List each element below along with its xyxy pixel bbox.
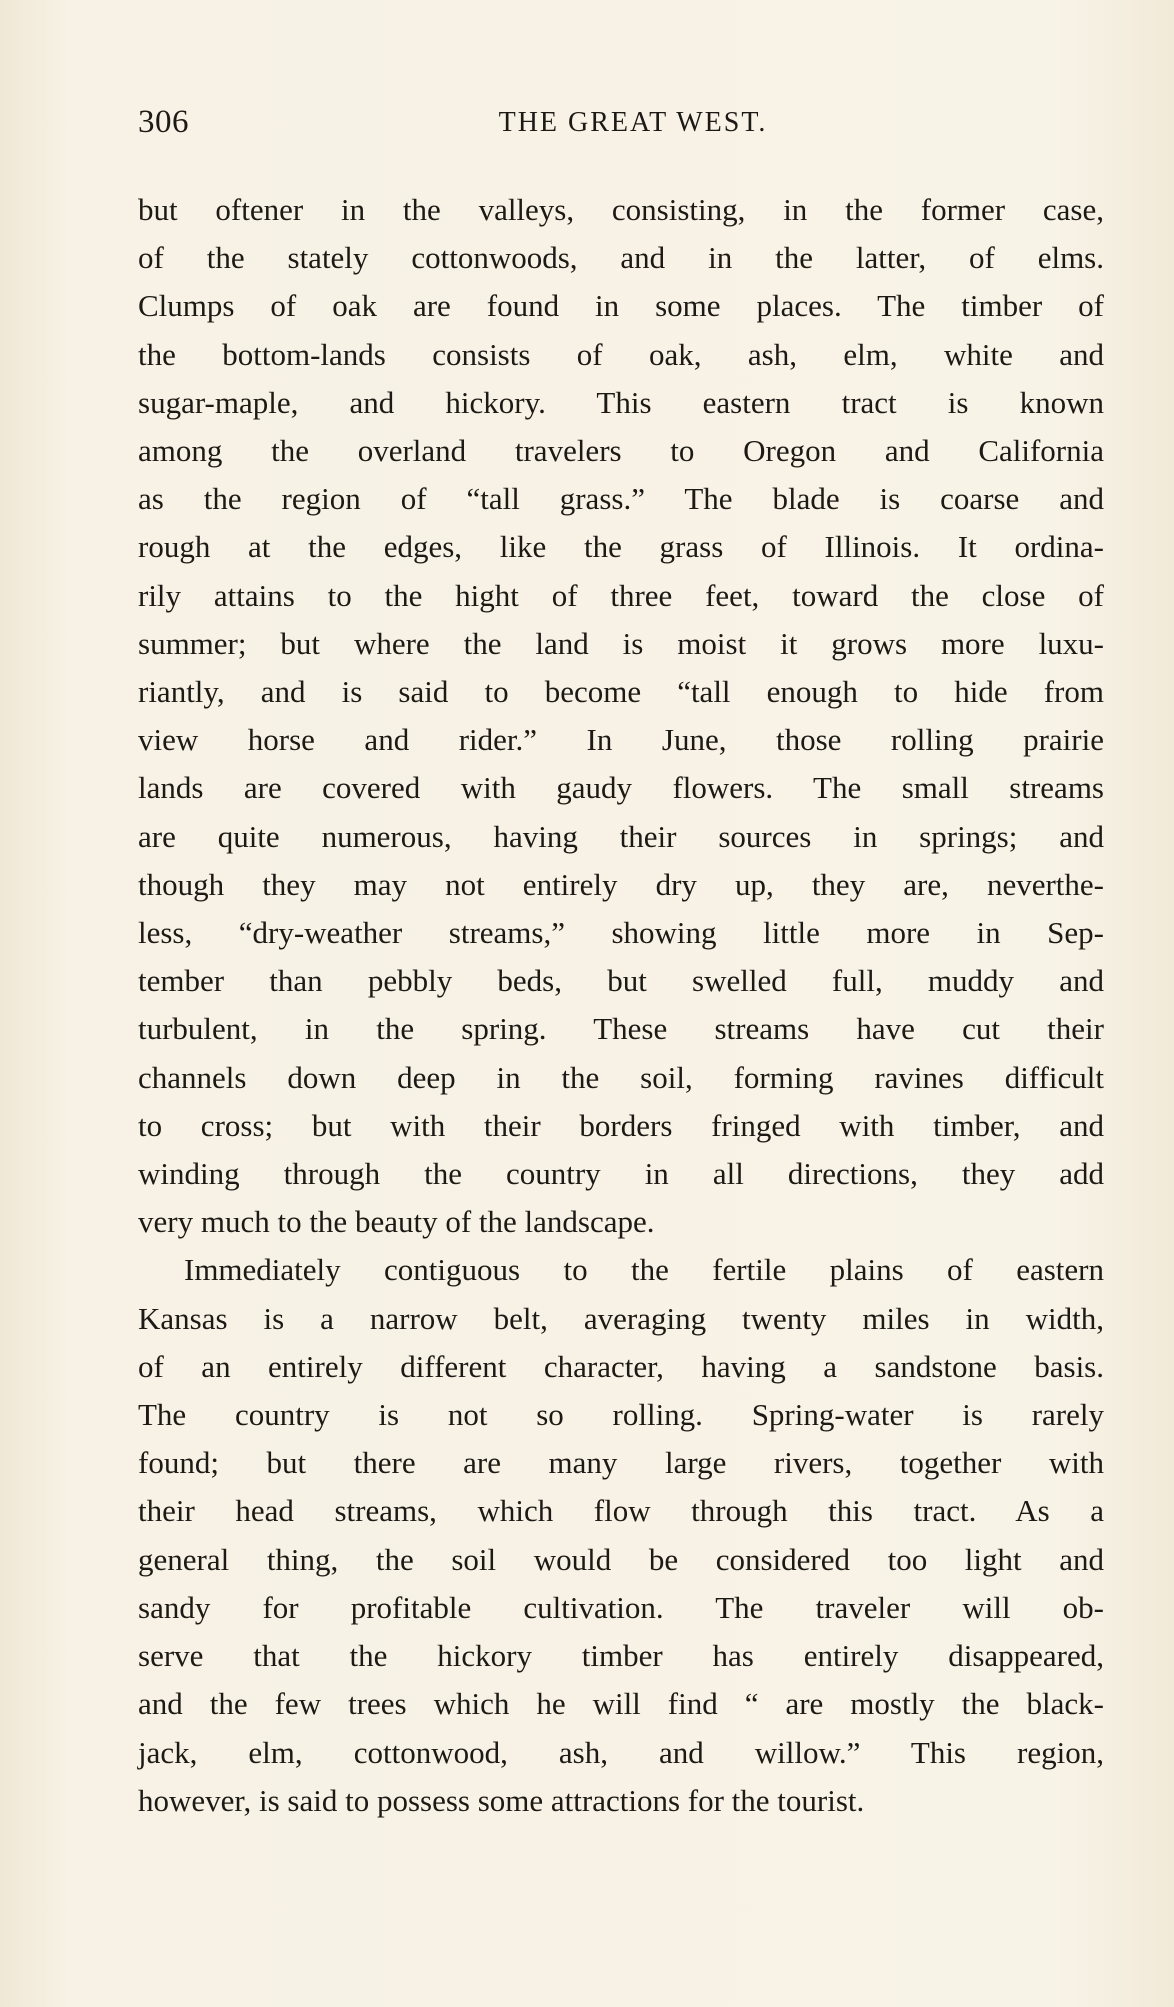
- text-line: Clumps of oak are found in some places. The timber of: [138, 288, 1104, 324]
- text-line: general thing, the soil would be considered too light and: [138, 1541, 1104, 1577]
- text-line: view horse and rider.” In June, those rolling prairie: [138, 722, 1104, 758]
- text-line: sandy for profitable cultivation. The traveler will ob-: [138, 1589, 1104, 1625]
- text-line: channels down deep in the soil, forming ravines difficult: [138, 1059, 1104, 1095]
- running-head: THE GREAT WEST.: [498, 107, 768, 138]
- paragraph-1: [138, 186, 1104, 1246]
- text-line: found; but there are many large rivers, together with: [138, 1445, 1104, 1481]
- text-line: are quite numerous, having their sources in springs; and: [138, 818, 1104, 854]
- page-number: 306: [138, 104, 189, 140]
- text-line: among the overland travelers to Oregon and California: [138, 433, 1104, 469]
- text-line: sugar-maple, and hickory. This eastern tract is known: [138, 384, 1104, 420]
- text-line: of the stately cottonwoods, and in the latter, of elms.: [138, 240, 1104, 276]
- text-line: rily attains to the hight of three feet, toward the close of: [138, 577, 1104, 613]
- page-header: [138, 104, 1098, 148]
- text-line: turbulent, in the spring. These streams have cut their: [138, 1011, 1104, 1047]
- body-text: [138, 186, 1104, 1825]
- text-line: jack, elm, cottonwood, ash, and willow.” This region,: [138, 1734, 1104, 1770]
- text-line: Immediately contiguous to the fertile plains of eastern: [184, 1252, 1104, 1288]
- text-line: serve that the hickory timber has entirely disappeared,: [138, 1638, 1104, 1674]
- text-line: tember than pebbly beds, but swelled full, muddy and: [138, 963, 1104, 999]
- text-line: very much to the beauty of the landscape.: [138, 1204, 655, 1240]
- text-line: the bottom-lands consists of oak, ash, elm, white and: [138, 336, 1104, 372]
- text-line: summer; but where the land is moist it grows more luxu-: [138, 625, 1104, 661]
- text-line: to cross; but with their borders fringed with timber, and: [138, 1107, 1104, 1143]
- text-line: lands are covered with gaudy flowers. The small streams: [138, 770, 1104, 806]
- text-line: and the few trees which he will find “ are mostly the black-: [138, 1686, 1104, 1722]
- text-line: less, “dry-weather streams,” showing little more in Sep-: [138, 915, 1104, 951]
- text-line: rough at the edges, like the grass of Illinois. It ordina-: [138, 529, 1104, 565]
- text-line: their head streams, which flow through this tract. As a: [138, 1493, 1104, 1529]
- paragraph-2: [138, 1246, 1104, 1824]
- text-line: however, is said to possess some attractions for the tourist.: [138, 1782, 865, 1818]
- text-line: The country is not so rolling. Spring-water is rarely: [138, 1397, 1104, 1433]
- text-line: as the region of “tall grass.” The blade is coarse and: [138, 481, 1104, 517]
- text-line: but oftener in the valleys, consisting, in the former case,: [138, 192, 1104, 227]
- text-line: winding through the country in all directions, they add: [138, 1156, 1104, 1192]
- text-line: Kansas is a narrow belt, averaging twenty miles in width,: [138, 1300, 1104, 1336]
- text-line: though they may not entirely dry up, they are, neverthe-: [138, 866, 1104, 902]
- text-line: riantly, and is said to become “tall enough to hide from: [138, 674, 1104, 710]
- text-line: of an entirely different character, having a sandstone basis.: [138, 1348, 1104, 1384]
